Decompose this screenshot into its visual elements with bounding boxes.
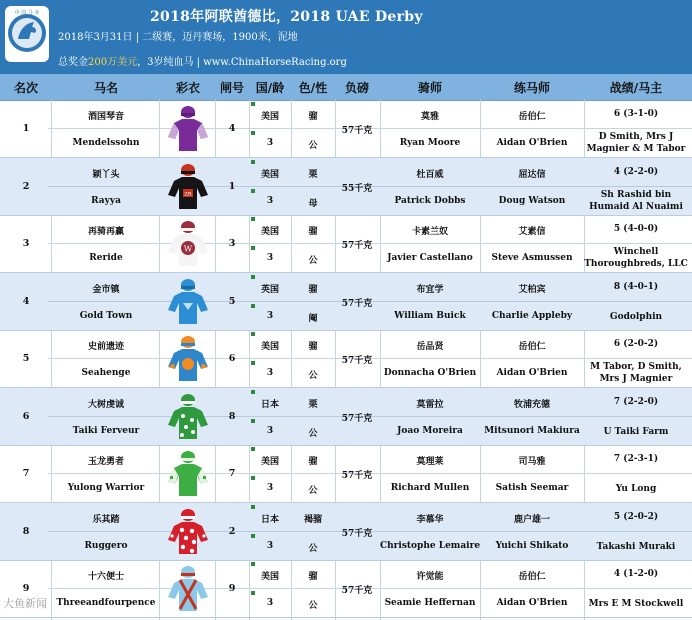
jockey-cn: 李慕华 [416, 514, 444, 525]
table-row [0, 330, 692, 388]
horse-name-cn: 再骑再赢 [87, 227, 125, 237]
record: 4 (2-2-0) [613, 166, 659, 177]
col-trainer: 练马师 [513, 81, 551, 95]
color: 骝 [308, 342, 318, 352]
jockey-en: Javier Castellano [387, 253, 473, 263]
record: 8 (4-0-1) [613, 281, 659, 292]
trainer-cn: 艾素信 [518, 227, 546, 237]
color: 骝 [308, 457, 318, 467]
country: 美国 [260, 342, 280, 352]
trainer-en: Aidan O'Brien [496, 598, 568, 608]
corner-marker [251, 361, 255, 365]
sex: 公 [308, 141, 318, 151]
table-row [0, 445, 692, 503]
rank: 8 [22, 525, 30, 537]
corner-marker [251, 419, 255, 423]
age: 3 [266, 195, 274, 206]
gate-number: 5 [228, 295, 236, 307]
gate-number: 8 [228, 410, 236, 422]
horse-name-cn: 颖丫头 [92, 169, 120, 180]
record: 7 (2-3-1) [613, 454, 659, 464]
owner: Takashi Muraki [596, 541, 676, 552]
sex: 公 [308, 601, 318, 611]
trainer-cn: 岳伯仁 [518, 572, 546, 582]
sex: 公 [308, 543, 318, 554]
sex: 母 [308, 198, 318, 209]
owner: M Tabor, D Smith, Mrs J Magnier [590, 362, 682, 384]
corner-marker [251, 246, 255, 250]
table-row [0, 100, 692, 158]
corner-marker [251, 102, 255, 106]
corner-marker [251, 476, 255, 480]
race-details: 2018年3月31日 | 二级赛，迈丹赛场，1900米，泥地 [58, 32, 298, 43]
green-white-spots-silk-icon [166, 391, 210, 441]
table-row [0, 158, 692, 216]
corner-marker [251, 534, 255, 538]
horse-name-cn: 史前遗迹 [87, 342, 125, 352]
svg-text:W: W [183, 244, 193, 254]
lightblue-red-cross-belts-silk-icon [166, 563, 210, 613]
table-row [0, 215, 692, 273]
corner-marker [251, 390, 255, 394]
trainer-en: Charlie Appleby [491, 310, 573, 321]
horse-name-en: Gold Town [79, 310, 133, 321]
jockey-en: Ryan Moore [399, 138, 461, 148]
rank: 4 [22, 295, 30, 307]
weight: 57千克 [341, 528, 373, 539]
age: 3 [266, 138, 274, 148]
svg-text:ZR: ZR [184, 191, 192, 197]
age: 3 [266, 425, 274, 436]
rank: 1 [22, 123, 30, 134]
corner-marker [251, 332, 255, 336]
svg-text:中 国 马 业: 中 国 马 业 [14, 10, 40, 16]
weight: 57千克 [341, 586, 373, 596]
record: 6 (2-0-2) [613, 339, 659, 349]
rank: 2 [22, 180, 30, 192]
color: 骝 [308, 227, 318, 237]
gate-number: 7 [228, 468, 236, 479]
prize-line [58, 53, 347, 68]
gate-number: 9 [228, 583, 236, 594]
corner-marker [251, 591, 255, 595]
trainer-cn: 牧浦充德 [513, 399, 551, 410]
green-check-silk-icon [166, 448, 210, 498]
horse-name-cn: 金市镇 [92, 284, 120, 295]
age: 3 [266, 483, 274, 493]
trainer-en: Satish Seemar [495, 483, 569, 493]
color: 骝 [308, 112, 318, 122]
page-title: 2018年阿联酋德比，2018 UAE Derby [150, 9, 423, 25]
corner-marker [251, 304, 255, 308]
trainer-cn: 岳伯仁 [518, 342, 546, 352]
black-red-emblem-silk-icon [166, 161, 210, 211]
age: 3 [266, 598, 274, 608]
country: 美国 [260, 227, 280, 237]
trainer-en: Steve Asmussen [491, 253, 573, 263]
table-row [0, 560, 692, 618]
sex: 公 [308, 428, 318, 439]
corner-marker [251, 189, 255, 193]
jockey-en: Donnacha O'Brien [383, 368, 477, 378]
jockey-cn: 卡素兰奴 [411, 227, 449, 237]
country: 美国 [260, 169, 280, 180]
corner-marker [251, 131, 255, 135]
trainer-cn: 艾柏宾 [518, 284, 546, 295]
record: 4 (1-2-0) [613, 569, 659, 579]
horse-name-en: Ruggero [84, 540, 128, 551]
horse-name-en: Rayya [91, 195, 121, 206]
jockey-en: William Buick [394, 310, 466, 321]
watermark: 大鱼新闻 [3, 597, 47, 610]
color: 栗 [308, 169, 318, 180]
jockey-cn: 岳品贤 [416, 342, 444, 352]
horse-name-en: Mendelssohn [72, 138, 140, 148]
age: 3 [266, 540, 274, 551]
gate-number: 6 [228, 353, 236, 364]
age: 3 [266, 310, 274, 321]
gate-number: 1 [228, 180, 236, 192]
jockey-cn: 莫雷拉 [416, 399, 444, 410]
weight: 57千克 [341, 413, 373, 424]
jockey-cn: 莫理莱 [416, 457, 444, 467]
jockey-en: Christophe Lemaire [379, 540, 481, 551]
jockey-en: Patrick Dobbs [394, 195, 466, 206]
rank: 5 [22, 353, 30, 364]
owner: Godolphin [609, 311, 663, 322]
col-country-age: 国/龄 [255, 81, 285, 95]
sex: 阉 [308, 313, 318, 324]
weight: 57千克 [341, 356, 373, 366]
jockey-cn: 杜百威 [416, 169, 444, 180]
country: 美国 [260, 457, 280, 467]
col-gate: 闸号 [219, 81, 245, 95]
weight: 57千克 [341, 126, 373, 136]
weight: 57千克 [341, 471, 373, 481]
jockey-cn: 许觉能 [416, 572, 444, 582]
record: 5 (2-0-2) [613, 511, 659, 522]
royal-blue-silk-icon [166, 276, 210, 326]
record: 7 (2-2-0) [613, 396, 659, 407]
col-rank: 名次 [13, 81, 39, 95]
gate-number: 3 [228, 238, 236, 249]
sex: 公 [308, 486, 318, 496]
corner-marker [251, 505, 255, 509]
gate-number: 4 [228, 123, 236, 134]
horse-name-en: Seahenge [81, 368, 131, 378]
rank: 3 [22, 238, 30, 249]
corner-marker [251, 217, 255, 221]
jockey-cn: 莫雅 [420, 112, 440, 122]
country: 日本 [260, 514, 280, 525]
col-horse-name: 马名 [93, 81, 119, 95]
color: 骝 [308, 284, 318, 295]
trainer-cn: 岳伯仁 [518, 112, 546, 122]
weight: 57千克 [341, 298, 373, 309]
blue-orange-disc-silk-icon [166, 333, 210, 383]
horse-name-en: Taiki Ferveur [72, 425, 140, 436]
age: 3 [266, 368, 274, 378]
country: 英国 [260, 284, 280, 295]
trainer-en: Doug Watson [498, 195, 566, 206]
owner: Mrs E M Stockwell [588, 599, 684, 609]
prize-suffix: ，3岁纯血马 | www.ChinaHorseRacing.org [137, 57, 347, 68]
table-row [0, 503, 692, 561]
owner: Yu Long [615, 484, 657, 494]
record: 5 (4-0-0) [613, 224, 659, 234]
jockey-en: Seamie Heffernan [384, 598, 476, 608]
color: 褐骝 [303, 514, 323, 525]
color: 骝 [308, 572, 318, 582]
jockey-en: Joao Moreira [397, 425, 463, 436]
owner: U Taiki Farm [603, 426, 669, 437]
prize-prefix: 总奖金 [58, 57, 88, 68]
jockey-cn: 布宜学 [416, 284, 444, 295]
purple-white-sleeves-silk-icon [166, 103, 210, 153]
col-jockey: 骑师 [417, 81, 443, 95]
age: 3 [266, 253, 274, 263]
horse-name-cn: 玉龙勇者 [87, 457, 125, 467]
trainer-en: Aidan O'Brien [496, 368, 568, 378]
owner: Winchell Thoroughbreds, LLC [584, 247, 688, 269]
china-horse-racing-logo [4, 5, 50, 63]
country: 美国 [260, 112, 280, 122]
col-color-sex: 色/性 [298, 81, 328, 95]
rank: 9 [22, 583, 30, 594]
weight: 57千克 [341, 241, 373, 251]
horse-name-en: Reride [89, 253, 123, 263]
color: 栗 [308, 399, 318, 410]
horse-name-cn: 大树虔诚 [87, 399, 125, 410]
corner-marker [251, 275, 255, 279]
horse-name-cn: 十六便士 [87, 572, 125, 582]
red-white-spots-silk-icon [166, 506, 210, 556]
col-silk: 彩衣 [175, 81, 201, 95]
trainer-en: Aidan O'Brien [496, 138, 568, 148]
weight: 55千克 [341, 183, 373, 194]
table-row [0, 388, 692, 446]
corner-marker [251, 160, 255, 164]
rank: 7 [22, 468, 30, 479]
maroon-white-w-silk-icon [166, 218, 210, 268]
col-weight: 负磅 [344, 81, 370, 95]
trainer-cn: 司马雅 [518, 457, 546, 467]
horse-name-en: Yulong Warrior [67, 483, 145, 493]
country: 美国 [260, 572, 280, 582]
horse-name-en: Threeandfourpence [56, 598, 156, 608]
trainer-en: Yuichi Shikato [495, 540, 569, 551]
jockey-en: Richard Mullen [390, 483, 470, 493]
corner-marker [251, 447, 255, 451]
owner: D Smith, Mrs J Magnier & M Tabor [586, 132, 686, 154]
column-header-row [0, 74, 692, 101]
header-banner [0, 0, 692, 74]
horse-name-cn: 乐其踏 [92, 514, 120, 525]
country: 日本 [260, 399, 280, 410]
trainer-cn: 屈达信 [518, 169, 546, 180]
owner: Sh Rashid bin Humaid Al Nuaimi [589, 189, 683, 212]
table-row [0, 273, 692, 331]
trainer-en: Mitsunori Makiura [484, 425, 580, 436]
record: 6 (3-1-0) [613, 109, 659, 119]
trainer-cn: 鹿户雄一 [513, 514, 551, 525]
prize-amount: 200万美元 [88, 57, 138, 68]
gate-number: 2 [228, 525, 236, 537]
sex: 公 [308, 256, 318, 266]
horse-name-cn: 酒国琴音 [87, 112, 125, 122]
rank: 6 [22, 410, 30, 422]
corner-marker [251, 562, 255, 566]
col-record-owner: 战绩/马主 [609, 81, 663, 95]
sex: 公 [308, 371, 318, 381]
